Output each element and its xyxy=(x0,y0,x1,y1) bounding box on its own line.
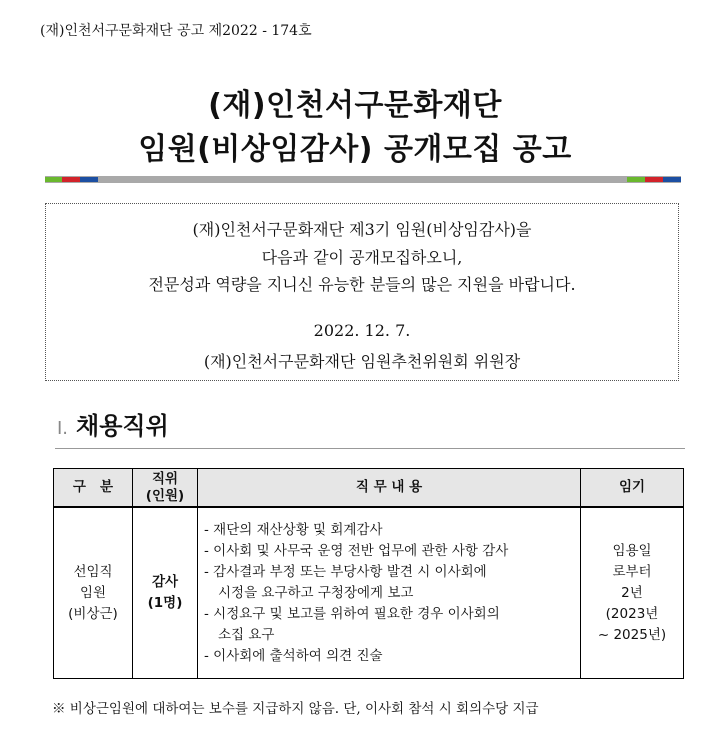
duty-item: - 이사회에 출석하여 의견 진술 xyxy=(204,647,383,664)
table-header-row xyxy=(54,469,684,508)
duty-item: - 재단의 재산상황 및 회계감사 xyxy=(204,521,383,538)
header-category: 구 분 xyxy=(54,469,133,508)
color-stripe-right-blue xyxy=(663,177,681,182)
intro-date: 2022. 12. 7. xyxy=(313,321,411,340)
cell-term: 임용일 로부터 2년 (2023년 ~ 2025년) xyxy=(581,507,684,679)
duty-item: - 이사회 및 사무국 운영 전반 업무에 관한 사항 감사 xyxy=(204,542,509,559)
table-row xyxy=(54,507,684,679)
color-stripe-right-green xyxy=(627,177,645,182)
page-title-line2: 임원(비상임감사) 공개모집 공고 xyxy=(138,132,572,167)
section-number: Ⅰ. xyxy=(57,418,69,439)
duty-item-continued: 시정을 요구하고 구청장에게 보고 xyxy=(218,584,414,601)
duty-item-continued: 소집 요구 xyxy=(218,626,275,643)
color-stripe-left-blue xyxy=(80,177,98,182)
color-stripe-left-red xyxy=(62,177,80,182)
cell-duties xyxy=(198,507,581,679)
section-title: 채용직위 xyxy=(76,412,169,440)
intro-line-1: (재)인천서구문화재단 제3기 임원(비상임감사)을 xyxy=(192,220,532,239)
intro-box xyxy=(45,203,679,381)
intro-line-2: 다음과 같이 공개모집하오니, xyxy=(261,248,463,267)
color-stripe-left-green xyxy=(45,177,62,182)
header-term: 임기 xyxy=(581,469,684,508)
intro-signature: (재)인천서구문화재단 임원추천위원회 위원장 xyxy=(203,352,521,371)
duty-item: - 시정요구 및 보고를 위하여 필요한 경우 이사회의 xyxy=(204,605,500,622)
page-title-line1: (재)인천서구문화재단 xyxy=(208,88,502,123)
header-position: 직위 (인원) xyxy=(133,469,198,508)
header-duties: 직 무 내 용 xyxy=(198,469,581,508)
color-stripe-right-red xyxy=(645,177,663,182)
cell-category: 선임직 임원 (비상근) xyxy=(54,507,133,679)
title-divider-bar xyxy=(45,176,681,183)
notice-number: (재)인천서구문화재단 공고 제2022 - 174호 xyxy=(40,23,312,39)
intro-line-3: 전문성과 역량을 지니신 유능한 분들의 많은 지원을 바랍니다. xyxy=(148,275,576,294)
section-heading xyxy=(57,406,169,441)
section-divider xyxy=(55,448,685,449)
duty-item: - 감사결과 부정 또는 부당사항 발견 시 이사회에 xyxy=(204,563,487,580)
position-table xyxy=(53,468,684,679)
cell-position: 감사 (1명) xyxy=(133,507,198,679)
footnote: ※ 비상근임원에 대하여는 보수를 지급하지 않음. 단, 이사회 참석 시 회의수당 지급 xyxy=(52,701,539,717)
